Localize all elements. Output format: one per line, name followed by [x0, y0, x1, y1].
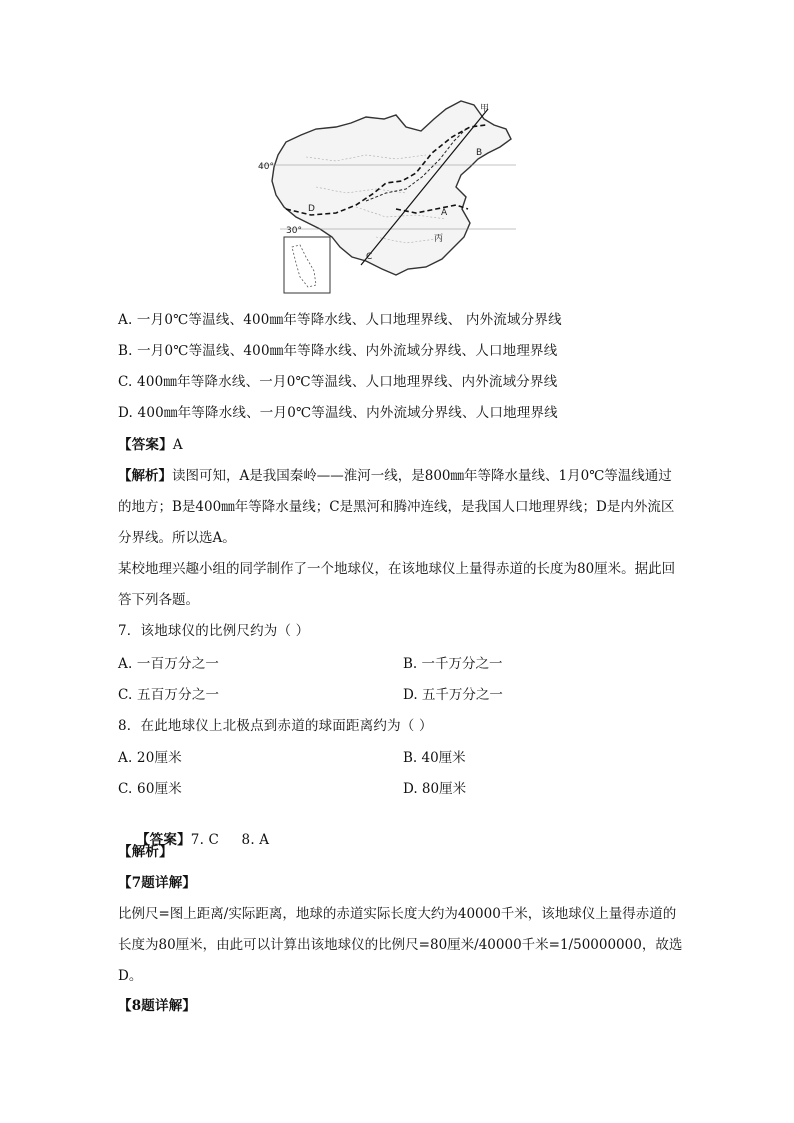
q6-option-b: B. 一月0℃等温线、400㎜年等降水线、内外流域分界线、人口地理界线	[118, 343, 558, 359]
china-map-figure	[256, 97, 520, 295]
map-label-b: B	[476, 148, 483, 158]
q8-option-d: D. 80厘米	[403, 781, 467, 797]
map-label-lat40: 40°	[258, 162, 274, 172]
map-label-lat30: 30°	[286, 226, 302, 236]
analysis-text: 读图可知，A是我国秦岭——淮河一线，是800㎜年等降水量线、1月0℃等温线通过的地方；B是400㎜年等降水量线；C是黑河和腾冲连线，是我国人口地理界线；D是内外流区分界线。所以选A。	[118, 468, 675, 546]
q6-analysis	[118, 461, 684, 554]
q7-option-b: B. 一千万分之一	[403, 656, 503, 672]
answer-label: 【答案】	[135, 832, 191, 848]
analysis-heading: 【解析】	[118, 844, 173, 860]
q6-answer	[118, 435, 183, 455]
q7-stem: 7．该地球仪的比例尺约为（ ）	[118, 623, 310, 639]
q7-option-a: A. 一百万分之一	[118, 656, 220, 672]
intro-paragraph: 某校地理兴趣小组的同学制作了一个地球仪，在该地球仪上量得赤道的长度为80厘米。据此回答下列各题。	[118, 561, 676, 608]
map-label-bing: 丙	[434, 234, 444, 244]
q8-option-b: B. 40厘米	[403, 750, 466, 766]
q8-option-c: C. 60厘米	[118, 781, 183, 797]
map-label-jia: 甲	[480, 104, 490, 114]
q7-detail-text: 比例尺=图上距离/实际距离，地球的赤道实际长度大约为40000千米，该地球仪上量得赤道的长度为80厘米，由此可以计算出该地球仪的比例尺=80厘米/40000千米=1/50000000，故选D。	[118, 906, 683, 984]
q6-option-a: A. 一月0℃等温线、400㎜年等降水线、人口地理界线、 内外流域分界线	[118, 312, 562, 328]
q7-option-d: D. 五千万分之一	[403, 687, 503, 703]
map-label-c: C	[366, 252, 373, 262]
q8-stem: 8．在此地球仪上北极点到赤道的球面距离约为（ ）	[118, 718, 433, 734]
q7-detail-heading: 【7题详解】	[118, 875, 197, 891]
q8-detail-heading: 【8题详解】	[118, 998, 197, 1014]
q6-option-d: D. 400㎜年等降水线、一月0℃等温线、内外流域分界线、人口地理界线	[118, 405, 558, 421]
answer-value: 7. C 8. A	[190, 832, 270, 848]
q8-option-a: A. 20厘米	[118, 750, 182, 766]
map-label-d: D	[308, 204, 315, 214]
map-label-a: A	[441, 208, 448, 218]
q7-option-c: C. 五百万分之一	[118, 687, 220, 703]
answer-label: 【答案】	[118, 437, 173, 453]
answer-value: A	[172, 437, 183, 453]
q6-option-c: C. 400㎜年等降水线、一月0℃等温线、人口地理界线、内外流域分界线	[118, 374, 558, 390]
analysis-label: 【解析】	[118, 468, 172, 484]
